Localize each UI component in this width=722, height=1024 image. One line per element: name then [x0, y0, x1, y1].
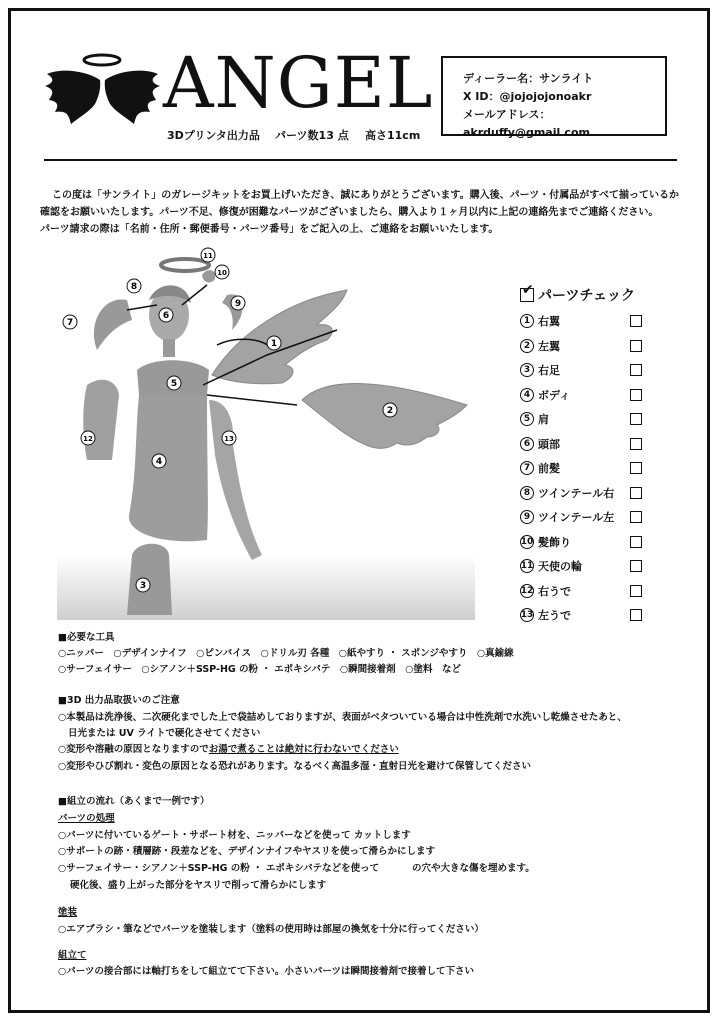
checkbox[interactable]	[630, 487, 642, 499]
spec-height: 高さ11cm	[365, 129, 421, 142]
figure-label-9-text: 9	[234, 299, 242, 309]
figure-label-6	[159, 308, 173, 322]
figure-label-4-text: 4	[155, 457, 163, 467]
figure-label-1-text: 1	[270, 339, 278, 349]
figure-label-3-text: 3	[139, 581, 147, 591]
checkbox[interactable]	[630, 511, 642, 523]
assembly-heading: ■組立の流れ（あくまで一例です）	[58, 796, 210, 807]
figure-parts-diagram	[57, 245, 475, 620]
checklist-item: 10 髪飾り	[520, 533, 642, 551]
header-divider	[44, 159, 677, 161]
assembly-line: ○サーフェイサー・シアノン＋SSP-HG の粉 ・ エポキシパテなどを使って	[58, 863, 380, 874]
checklist-item: 8 ツインテール右	[520, 484, 642, 502]
tools-heading: ■必要な工具	[58, 632, 115, 643]
assembly-line: ○パーツの接合部には軸打ちをして組立てて下さい。小さいパーツは瞬間接着剤で接着して下さい	[58, 966, 475, 977]
dealer-mail: メールアドレス：akrduffy@gmail.com	[463, 108, 590, 139]
figure-label-11	[201, 248, 215, 262]
checklist-item: 12 右うで	[520, 582, 642, 600]
checklist-item: 7 前髪	[520, 459, 642, 477]
figure-label-5-text: 5	[170, 379, 178, 389]
checklist-item: 4 ボディ	[520, 386, 642, 404]
checklist-title	[520, 284, 650, 306]
angel-wings-logo-icon	[45, 50, 160, 130]
checklist-item: 6 頭部	[520, 435, 642, 453]
checkbox[interactable]	[630, 340, 642, 352]
parts-checklist	[520, 284, 650, 622]
checkbox[interactable]	[630, 364, 642, 376]
subheading-parts-processing: パーツの処理	[58, 813, 115, 824]
checklist-item: 11 天使の輪	[520, 557, 642, 575]
figure-label-10-text: 10	[217, 269, 227, 277]
intro-line: パーツ請求の際は「名前・住所・郵便番号・パーツ番号」をご記入の上、ご連絡をお願いいたします。	[40, 224, 499, 235]
checkbox[interactable]	[630, 462, 642, 474]
checkbox[interactable]	[630, 315, 642, 327]
checkbox[interactable]	[630, 389, 642, 401]
subheading-assembly: 組立て	[58, 950, 87, 961]
checklist-item: 13 左うで	[520, 606, 642, 624]
assembly-line: ○サポートの跡・積層跡・段差などを、デザインナイフやヤスリを使って滑らかにします	[58, 846, 435, 857]
checkmark-icon	[520, 288, 534, 302]
dealer-x-id: X ID：@jojojojonoakr	[463, 90, 592, 103]
spec-method: 3Dプリンタ出力品	[167, 129, 260, 142]
figure-label-12	[81, 431, 95, 445]
figure-label-10	[215, 265, 229, 279]
figure-label-3	[136, 578, 150, 592]
dealer-info-box	[441, 56, 667, 139]
handling-line: ○変形や溶融の原因となりますのでお湯で煮ることは絶対に行わないでください	[58, 744, 399, 755]
figure-label-7	[63, 315, 77, 329]
figure-label-9	[231, 296, 245, 310]
product-title: ANGEL	[163, 42, 434, 124]
figure-label-7-text: 7	[66, 318, 74, 328]
checkbox[interactable]	[630, 585, 642, 597]
assembly-line: 硬化後、盛り上がった部分をヤスリで削って滑らかにします	[70, 880, 327, 891]
checklist-item: 5 肩	[520, 410, 642, 428]
figure-label-12-text: 12	[83, 435, 93, 443]
assembly-line: ○パーツに付いているゲート・サポート材を、ニッパーなどを使って カットします	[58, 830, 411, 841]
checklist-item: 9 ツインテール左	[520, 508, 642, 526]
handling-line: ○変形やひび割れ・変色の原因となる恐れがあります。なるべく高温多湿・直射日光を避けて保管してください	[58, 761, 532, 772]
figure-label-5	[167, 376, 181, 390]
figure-label-8	[127, 279, 141, 293]
assembly-line: の穴や大きな傷を埋めます。	[412, 863, 535, 874]
figure-label-2-text: 2	[386, 406, 394, 416]
intro-line: 確認をお願いいたします。パーツ不足、修復が困難なパーツがございましたら、購入より１ヶ月以内に上記の連絡先までご連絡ください。	[40, 207, 659, 218]
tools-line: ○ニッパー ○デザインナイフ ○ピンバイス ○ドリル刃 各種 ○紙やすり ・ スポンジやすり ○真鍮線	[58, 648, 514, 659]
subheading-painting: 塗装	[58, 907, 78, 918]
figure-label-6-text: 6	[162, 311, 170, 321]
checkbox[interactable]	[630, 413, 642, 425]
checklist-item: 3 右足	[520, 361, 642, 379]
tools-line: ○サーフェイサー ○シアノン＋SSP-HG の粉 ・ エポキシパテ ○瞬間接着剤 ○塗料 など	[58, 664, 461, 675]
handling-line: 日光または UV ライトで硬化させてください	[68, 728, 261, 739]
figure-label-13-text: 13	[224, 435, 234, 443]
checklist-item: 2 左翼	[520, 337, 642, 355]
checkbox[interactable]	[630, 609, 642, 621]
checklist-item: 1 右翼	[520, 312, 642, 330]
checkbox[interactable]	[630, 438, 642, 450]
figure-label-4	[152, 454, 166, 468]
figure-label-2	[383, 403, 397, 417]
assembly-line: ○エアブラシ・筆などでパーツを塗装します（塗料の使用時は部屋の換気を十分に行ってください）	[58, 924, 484, 935]
intro-text	[40, 187, 680, 238]
checkbox[interactable]	[630, 536, 642, 548]
handling-heading: ■3D 出力品取扱いのご注意	[58, 695, 180, 706]
figure-label-13	[222, 431, 236, 445]
checklist-title-text: パーツチェック	[538, 288, 636, 304]
figure-label-11-text: 11	[203, 252, 213, 260]
handling-line: ○本製品は洗浄後、二次硬化までした上で袋詰めしておりますが、表面がベタついている場合は中性洗剤で水洗いし乾燥させたあと、	[58, 712, 627, 723]
figure-label-8-text: 8	[130, 282, 138, 292]
checkbox[interactable]	[630, 560, 642, 572]
spec-parts: パーツ数13 点	[275, 129, 349, 142]
intro-line: この度は「サンライト」のガレージキットをお買上げいただき、誠にありがとうございます。購入後、パーツ・付属品がすべて揃っているか	[52, 190, 679, 201]
figure-label-1	[267, 336, 281, 350]
dealer-name: ディーラー名：サンライト	[463, 72, 594, 85]
